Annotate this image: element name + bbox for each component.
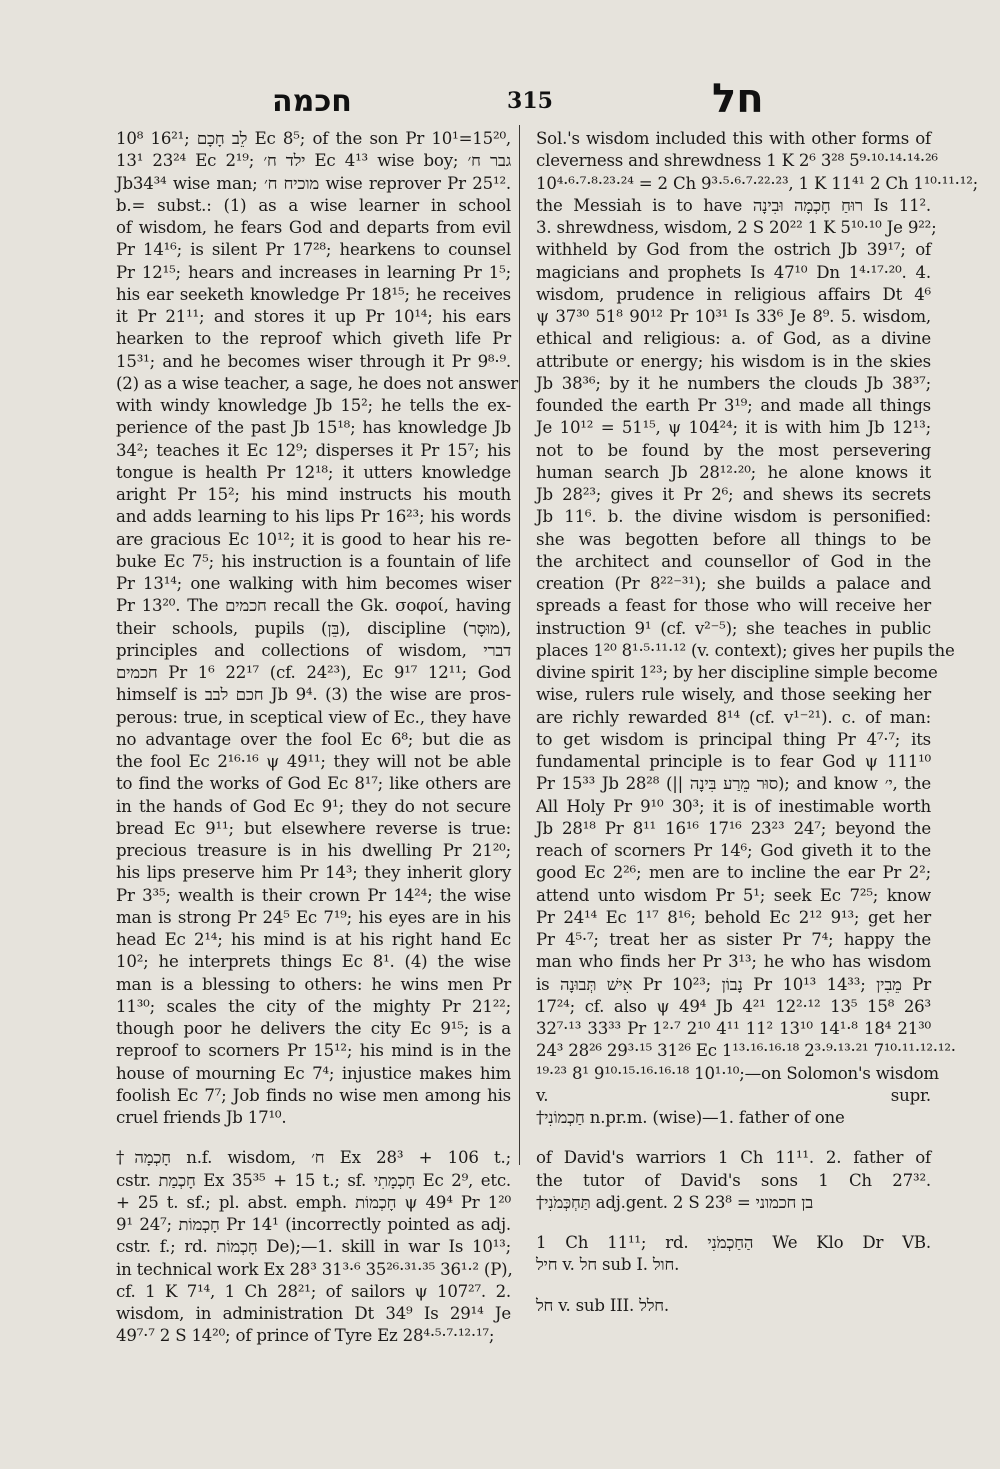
- text-line: cstr. f.; rd. חָכְמוֹת De);—1. skill in war Is 10¹³;: [116, 1237, 511, 1257]
- text-line: magicians and prophets Is 47¹⁰ Dn 1⁴·¹⁷·²⁰. 4.: [536, 262, 931, 282]
- column-divider: [519, 125, 520, 1165]
- text-line: 10⁸ 16²¹; לֵב חָכָם Ec 8⁵; of the son Pr 10¹=15²⁰,: [116, 129, 511, 148]
- text-line: the architect and counsellor of God in the: [536, 551, 931, 571]
- text-line: 24³ 28²⁶ 29³·¹⁵ 31²⁶ Ec 1¹³·¹⁶·¹⁶·¹⁸ 2³·⁹·¹³·²¹ 7¹⁰·¹¹·¹²·¹²·: [536, 1041, 956, 1061]
- text-line: Jb 11⁶. b. the divine wisdom is personified:: [536, 507, 931, 527]
- text-line: cleverness and shrewdness 1 K 2⁶ 3²⁸ 5⁹·¹⁰·¹⁴·¹⁴·²⁶: [536, 151, 938, 171]
- running-head-left: חכמה: [272, 84, 352, 119]
- text-line: ethical and religious: a. of God, as a divine: [536, 329, 931, 349]
- text-line: 17²⁴; cf. also ψ 49⁴ Jb 4²¹ 12²·¹² 13⁵ 15⁸ 26³: [536, 996, 931, 1016]
- text-line: 49⁷·⁷ 2 S 14²⁰; of prince of Tyre Ez 28⁴·⁵·⁷·¹²·¹⁷;: [116, 1326, 495, 1346]
- text-line: b.= subst.: (1) as a wise learner in school: [116, 195, 511, 215]
- text-line: Pr 15³³ Jb 28²⁸ (|| סוּר מֵרַע בִּינָה); and know י׳, the: [536, 774, 931, 794]
- text-line: she was begotten before all things to be: [536, 529, 931, 549]
- text-line: in technical work Ex 28³ 31³·⁶ 35²⁶·³¹·³⁵ 36¹·² (P),: [116, 1259, 513, 1279]
- text-line: cf. 1 K 7¹⁴, 1 Ch 28²¹; of sailors ψ 107²⁷. 2.: [116, 1281, 511, 1301]
- text-line: wisdom, in administration Dt 34⁹ Is 29¹⁴ Je: [116, 1304, 511, 1323]
- text-line: + 25 t. sf.; pl. abst. emph. חָכְמוֹת ψ 49⁴ Pr 1²⁰: [116, 1192, 511, 1212]
- text-line: reproof to scorners Pr 15¹²; his mind is in the: [116, 1041, 511, 1061]
- running-head-right: חל: [712, 76, 764, 122]
- text-line: good Ec 2²⁶; men are to incline the ear Pr 2²;: [536, 863, 931, 883]
- text-line: the fool Ec 2¹⁶·¹⁶ ψ 49¹¹; they will not be able: [116, 752, 511, 771]
- text-line: 15³¹; and he becomes wiser through it Pr 9⁸·⁹.: [116, 351, 511, 371]
- text-line: tongue is health Pr 12¹⁸; it utters knowledge: [116, 462, 511, 482]
- text-line: hearken to the reproof which giveth life Pr: [116, 329, 511, 349]
- text-line: 1 Ch 11¹¹; rd. הַחַכְמֹנִי We Klo Dr VB.: [536, 1233, 931, 1252]
- text-line: with windy knowledge Jb 15²; he tells the ex-: [116, 396, 511, 415]
- text-line: foolish Ec 7⁷; Job finds no wise men among his: [116, 1085, 511, 1105]
- text-line: of wisdom, he fears God and departs from evil: [116, 218, 511, 237]
- text-line: precious treasure is in his dwelling Pr 21²⁰;: [116, 841, 511, 860]
- text-line: places 1²⁰ 8¹·⁵·¹¹·¹² (v. context); gives her pupils the: [536, 640, 955, 660]
- text-line: Pr 14¹⁶; is silent Pr 17²⁸; hearkens to counsel: [116, 240, 511, 260]
- text-line: the tutor of David's sons 1 Ch 27³².: [536, 1170, 931, 1190]
- text-line: house of mourning Ec 7⁴; injustice makes him: [116, 1063, 511, 1083]
- text-line: buke Ec 7⁵; his instruction is a fountain of life: [116, 551, 511, 571]
- text-line: his lips preserve him Pr 14³; they inherit glory: [116, 863, 511, 883]
- text-line: Pr 4⁵·⁷; treat her as sister Pr 7⁴; happy the: [536, 930, 931, 949]
- text-line: attend unto wisdom Pr 5¹; seek Ec 7²⁵; know: [536, 885, 931, 905]
- text-line: their schools, pupils (בֵּן), discipline (מוּסָר),: [116, 618, 512, 638]
- text-line: of David's warriors 1 Ch 11¹¹. 2. father of: [536, 1148, 931, 1168]
- text-line: †חָכְמָה n.f. wisdom, ח׳ Ex 28³ + 106 t.;: [116, 1148, 511, 1168]
- text-line: divine spirit 1²³; by her discipline simple become: [536, 663, 938, 682]
- text-line: wisdom, prudence in religious affairs Dt 4⁶: [536, 284, 931, 304]
- text-line: Pr 12¹⁵; hears and increases in learning Pr 1⁵;: [116, 262, 511, 282]
- text-line: instruction 9¹ (cf. v²⁻⁵); she teaches in public: [536, 618, 931, 638]
- left-column: [116, 128, 519, 1348]
- text-line: 3. shrewdness, wisdom, 2 S 20²² 1 K 5¹⁰·¹⁰ Je 9²²;: [536, 218, 937, 237]
- text-line: All Holy Pr 9¹⁰ 30³; it is of inestimable worth: [536, 796, 931, 816]
- text-line: Jb 38³⁶; by it he numbers the clouds Jb 38³⁷;: [536, 373, 931, 393]
- text-line: reach of scorners Pr 14⁶; God giveth it to the: [536, 841, 931, 860]
- text-line: are gracious Ec 10¹²; it is good to hear his re-: [116, 529, 511, 549]
- text-line: wise, rulers rule wisely, and those seeking her: [536, 685, 931, 705]
- text-line: head Ec 2¹⁴; his mind is at his right hand Ec: [116, 930, 511, 949]
- text-line: v. supr.: [536, 1085, 931, 1105]
- text-line: 32⁷·¹³ 33³³ Pr 1²·⁷ 2¹⁰ 4¹¹ 11² 13¹⁰ 14¹·⁸ 18⁴ 21³⁰: [536, 1019, 931, 1038]
- text-line: חיל v. חל sub I. חול.: [536, 1255, 680, 1275]
- text-line: founded the earth Pr 3¹⁹; and made all things: [536, 396, 931, 415]
- text-line: man who finds her Pr 3¹³; he who has wisdom: [536, 952, 931, 972]
- text-line: 10⁴·⁶·⁷·⁸·²³·²⁴ = 2 Ch 9³·⁵·⁶·⁷·²²·²³, 1 K 11⁴¹ 2 Ch 1¹⁰·¹¹·¹²;: [536, 173, 979, 193]
- text-line: human search Jb 28¹²·²⁰; he alone knows it: [536, 462, 931, 482]
- text-line: though poor he delivers the city Ec 9¹⁵; is a: [116, 1019, 511, 1038]
- text-line: man is strong Pr 24⁵ Ec 7¹⁹; his eyes are in his: [116, 907, 511, 927]
- text-line: are richly rewarded 8¹⁴ (cf. v¹⁻²¹). c. of man:: [536, 707, 931, 727]
- text-line: principles and collections of wisdom, דברי: [116, 640, 511, 660]
- text-line: creation (Pr 8²²⁻³¹); she builds a palace and: [536, 574, 931, 593]
- text-line: Sol.'s wisdom included this with other forms of: [536, 129, 931, 148]
- right-column: [536, 128, 979, 1317]
- text-line: aright Pr 15²; his mind instructs his mouth: [116, 485, 511, 504]
- text-line: perous: true, in sceptical view of Ec., they have: [116, 707, 511, 727]
- text-line: to find the works of God Ec 8¹⁷; like others are: [116, 774, 511, 794]
- text-line: no advantage over the fool Ec 6⁸; but die as: [116, 729, 511, 749]
- text-line: ψ 37³⁰ 51⁸ 90¹² Pr 10³¹ Is 33⁶ Je 8⁹. 5. wisdom,: [536, 307, 931, 326]
- text-line: himself is חכם לבב Jb 9⁴. (3) the wise are pros-: [116, 685, 511, 705]
- text-line: his ear seeketh knowledge Pr 18¹⁵; he receives: [116, 284, 511, 304]
- text-line: †תַּחְכְּמֹנִי adj.gent. 2 S 23⁸ = בן חכמוני: [536, 1192, 814, 1212]
- text-line: Jb 28¹⁸ Pr 8¹¹ 16¹⁶ 17¹⁶ 23²³ 24⁷; beyond the: [536, 818, 931, 838]
- text-line: חל v. sub III. חלל.: [536, 1295, 669, 1315]
- text-line: cruel friends Jb 17¹⁰.: [116, 1108, 287, 1127]
- text-line: Pr 3³⁵; wealth is their crown Pr 14²⁴; the wise: [116, 885, 511, 905]
- text-line: not to be found by the most persevering: [536, 440, 931, 460]
- text-line: Pr 13¹⁴; one walking with him becomes wiser: [116, 574, 511, 593]
- text-line: is אִישׁ תְּבוּנָה Pr 10²³; נָבוֹן Pr 10¹³ 14³³; מֵבִין Pr: [536, 974, 931, 994]
- text-line: חכמים Pr 1⁶ 22¹⁷ (cf. 24²³), Ec 9¹⁷ 12¹¹; God: [116, 663, 511, 682]
- text-line: 9¹ 24⁷; חָכְמוֹת Pr 14¹ (incorrectly pointed as adj.: [116, 1215, 511, 1234]
- text-line: 34²; teaches it Ec 12⁹; disperses it Pr 15⁷; his: [116, 440, 511, 460]
- text-line: perience of the past Jb 15¹⁸; has knowledge Jb: [116, 418, 511, 438]
- text-line: Je 10¹² = 51¹⁵, ψ 104²⁴; it is with him Jb 12¹³;: [536, 418, 931, 438]
- text-line: it Pr 21¹¹; and stores it up Pr 10¹⁴; his ears: [116, 307, 511, 326]
- page-number: 315: [507, 88, 553, 114]
- text-line: Jb34³⁴ wise man; מוכיח ח׳ wise reprover Pr 25¹².: [116, 173, 512, 193]
- text-line: the Messiah is to have רוּחַ חָכְמָה וּבִינָה Is 11².: [536, 195, 932, 215]
- text-line: Pr 24¹⁴ Ec 1¹⁷ 8¹⁶; behold Ec 2¹² 9¹³; get her: [536, 907, 931, 927]
- text-line: to get wisdom is principal thing Pr 4⁷·⁷; its: [536, 729, 931, 749]
- text-line: (2) as a wise teacher, a sage, he does not answer: [116, 373, 519, 393]
- text-line: ¹⁹·²³ 8¹ 9¹⁰·¹⁵·¹⁶·¹⁶·¹⁸ 10¹·¹⁰;—on Solomon's wisdom: [536, 1063, 939, 1083]
- text-line: Jb 28²³; gives it Pr 2⁶; and shews its secrets: [536, 485, 931, 504]
- text-line: 11³⁰; scales the city of the mighty Pr 21²²;: [116, 996, 511, 1016]
- text-line: in the hands of God Ec 9¹; they do not secure: [116, 796, 511, 816]
- text-line: and adds learning to his lips Pr 16²³; his words: [116, 507, 511, 527]
- text-line: Pr 13²⁰. The חכמים recall the Gk. σοφοί, having: [116, 596, 511, 616]
- text-line: attribute or energy; his wisdom is in the skies: [536, 351, 931, 371]
- text-line: spreads a feast for those who will receive her: [536, 596, 931, 616]
- text-line: fundamental principle is to fear God ψ 111¹⁰: [536, 752, 931, 771]
- text-line: †חַכְמוֹנִי n.pr.m. (wise)—1. father of one: [536, 1108, 845, 1127]
- text-line: 13¹ 23²⁴ Ec 2¹⁹; ילד ח׳ Ec 4¹³ wise boy; גבר ח׳: [116, 151, 511, 171]
- text-line: man is a blessing to others: he wins men Pr: [116, 974, 511, 994]
- text-line: bread Ec 9¹¹; but elsewhere reverse is true:: [116, 818, 511, 838]
- text-line: 10²; he interprets things Ec 8¹. (4) the wise: [116, 952, 511, 972]
- text-line: withheld by God from the ostrich Jb 39¹⁷; of: [536, 240, 931, 260]
- text-line: cstr. חָכְמַת Ex 35³⁵ + 15 t.; sf. חָכְמָתִי Ec 2⁹, etc.: [116, 1170, 512, 1190]
